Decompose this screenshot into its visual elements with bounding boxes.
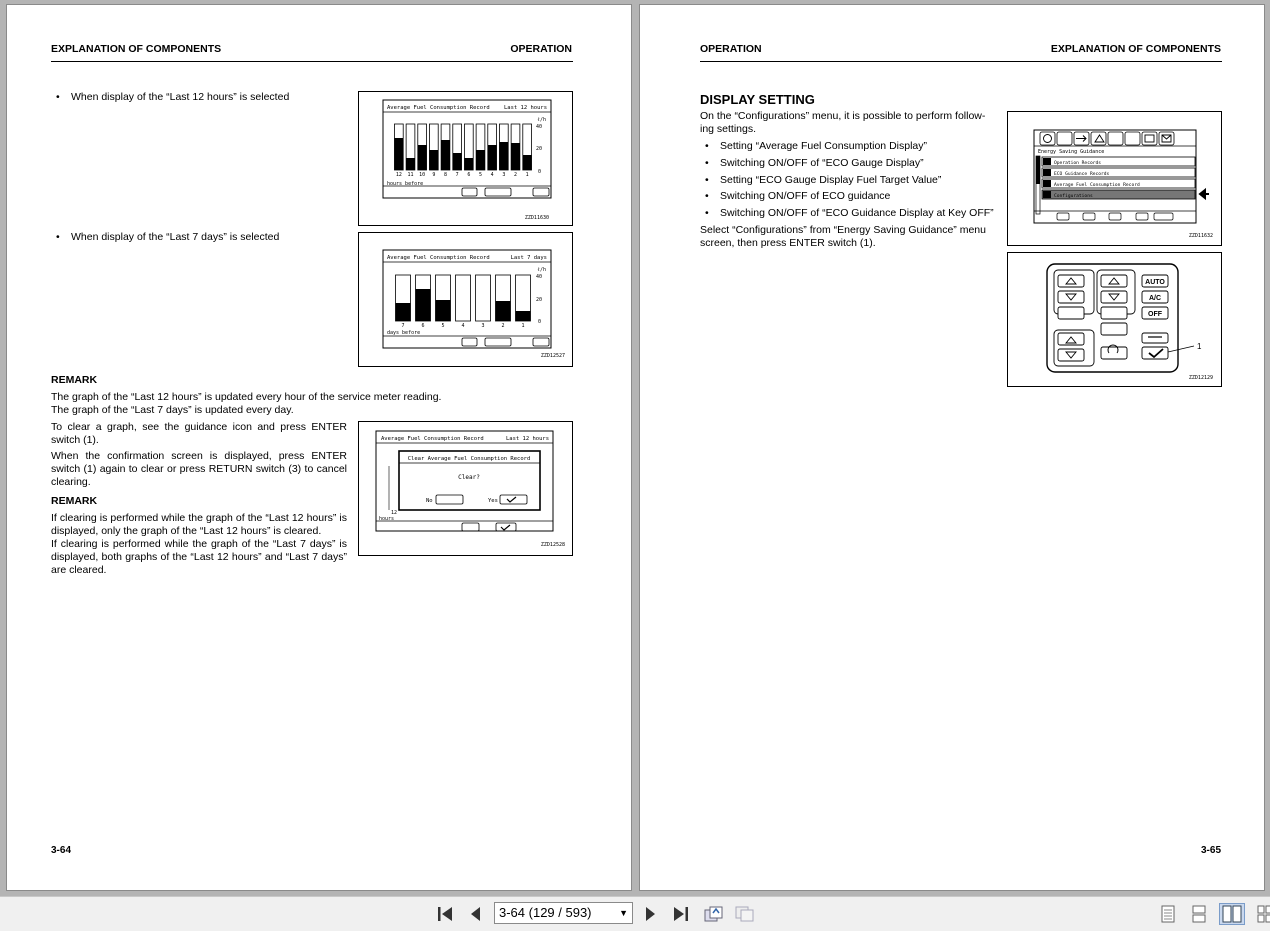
- x-tick-label: 1: [521, 323, 525, 329]
- go-forward-icon: [735, 905, 755, 923]
- bar: [499, 142, 508, 170]
- remark2-para1: If clearing is performed while the graph of the “Last 12 hours” is displayed, only the graph of the “Last 12 hours” is cleared.: [51, 512, 347, 537]
- x-tick-label: 6: [467, 172, 471, 178]
- enter-icon: [496, 523, 516, 531]
- bar: [396, 303, 411, 321]
- bar: [394, 138, 403, 170]
- first-page-button[interactable]: [434, 903, 456, 925]
- x-tick-label: 2: [513, 172, 518, 178]
- page-number: 3-64: [51, 845, 72, 856]
- screen-title: Average Fuel Consumption Record: [381, 436, 484, 442]
- first-page-icon: [436, 906, 454, 922]
- figure-code: ZZD11632: [1188, 233, 1213, 239]
- setting-bullet-5: • Switching ON/OFF of “ECO Guidance Display at Key OFF”: [700, 207, 1016, 220]
- remark2-title: REMARK: [51, 495, 98, 507]
- previous-page-icon: [468, 906, 482, 922]
- document-page-right: [639, 4, 1265, 891]
- clear-paragraph: To clear a graph, see the guidance icon and press ENTER switch (1).: [51, 421, 347, 446]
- header-left: OPERATION: [700, 43, 762, 55]
- y-tick-40: 40: [536, 274, 543, 280]
- y-tick-40: 40: [536, 124, 543, 130]
- bar: [441, 140, 450, 170]
- yes-label: Yes: [488, 498, 498, 504]
- bar: [436, 300, 451, 321]
- facing-pages-icon: [1222, 905, 1242, 923]
- next-page-button[interactable]: [640, 903, 662, 925]
- setting-bullet-2: • Switching ON/OFF of “ECO Gauge Display”: [700, 157, 1016, 170]
- callout-1: 1: [1197, 342, 1202, 351]
- bar: [511, 143, 520, 170]
- chart-7-days: [359, 233, 572, 366]
- x-tick-label: 11: [407, 172, 414, 178]
- single-page-view-button[interactable]: [1157, 903, 1179, 925]
- figure-energy-menu: [1007, 111, 1222, 246]
- svg-text:Operation Records: Operation Records: [1054, 161, 1102, 166]
- exit-icon: [1154, 213, 1173, 220]
- facing-pages-view-button[interactable]: [1219, 903, 1245, 925]
- x-tick-label: 7: [401, 323, 405, 329]
- bullet-last-12-hours: • When display of the “Last 12 hours” is selected: [51, 91, 351, 104]
- x-tick-label: 1: [525, 172, 529, 178]
- x-tick-label: 5: [478, 172, 483, 178]
- x-tick-label: 8: [443, 172, 448, 178]
- x-tick-label: 7: [455, 172, 459, 178]
- menu-item-configurations: [1042, 190, 1195, 199]
- chart-mode: Last 7 days: [510, 255, 547, 261]
- x-tick-label: 9: [432, 172, 436, 178]
- auto-label: AUTO: [1145, 279, 1165, 286]
- enter-icon: [1136, 213, 1148, 220]
- figure-last-12-hours: [358, 91, 573, 226]
- bar: [523, 155, 532, 170]
- y-tick-0: 0: [538, 169, 542, 175]
- figure-code: ZZD11630: [524, 215, 549, 221]
- x-tick-label: 12: [395, 172, 402, 178]
- intro-line2: ing settings.: [700, 123, 757, 135]
- x-tick-label: 5: [441, 323, 445, 329]
- clear-dialog-screen: [359, 422, 572, 555]
- bullet-last-7-days: • When display of the “Last 7 days” is selected: [51, 231, 351, 244]
- partial-x-label: 12: [391, 510, 398, 516]
- ac-label: A/C: [1148, 295, 1162, 302]
- off-label: OFF: [1148, 311, 1162, 318]
- bar-frame: [456, 275, 471, 321]
- bar: [416, 289, 431, 321]
- go-forward-view-button[interactable]: [734, 903, 756, 925]
- header-right: EXPLANATION OF COMPONENTS: [1050, 43, 1221, 55]
- setting-bullet-1: • Setting “Average Fuel Consumption Display”: [700, 140, 1016, 153]
- section-title: DISPLAY SETTING: [700, 92, 815, 107]
- x-caption: hours before: [387, 181, 424, 187]
- toggle-icon: [533, 188, 549, 196]
- bar: [464, 158, 473, 170]
- menu-item-average-fuel-consumption-record: [1042, 179, 1195, 188]
- confirm-paragraph: When the confirmation screen is displayed, press ENTER switch (1) again to clear or press RETURN switch (3) to cancel clearing.: [51, 450, 347, 488]
- svg-text:ECO Guidance Records: ECO Guidance Records: [1054, 172, 1110, 177]
- setting-bullet-4: • Switching ON/OFF of ECO guidance: [700, 190, 1016, 203]
- bar: [516, 311, 531, 321]
- x-tick-label: 3: [502, 172, 506, 178]
- bar: [453, 153, 462, 170]
- page-number-select[interactable]: [494, 902, 633, 924]
- x-tick-label: 4: [461, 323, 465, 329]
- facing-continuous-icon: [1257, 905, 1270, 923]
- y-tick-20: 20: [536, 297, 543, 303]
- page-number-value: 3-64 (129 / 593): [499, 905, 592, 920]
- up-icon: [1057, 213, 1069, 220]
- y-tick-20: 20: [536, 146, 543, 152]
- select-line1: Select “Configurations” from “Energy Saving Guidance” menu: [700, 224, 986, 236]
- bar: [488, 145, 497, 170]
- x-tick-label: 10: [419, 172, 426, 178]
- continuous-view-button[interactable]: [1188, 903, 1210, 925]
- return-icon: [462, 523, 479, 531]
- intro-line1: On the “Configurations” menu, it is possible to perform follow-: [700, 110, 986, 122]
- y-tick-0: 0: [538, 319, 542, 325]
- chart-title: Average Fuel Consumption Record: [387, 255, 490, 261]
- menu-tab-icons: [1040, 132, 1174, 145]
- switch-panel-diagram: [1008, 253, 1221, 386]
- dialog-title: Clear Average Fuel Consumption Record: [407, 456, 531, 462]
- remark1-title: REMARK: [51, 374, 98, 386]
- setting-bullet-3: • Setting “ECO Gauge Display Fuel Target Value”: [700, 174, 1016, 187]
- x-tick-label: 4: [490, 172, 494, 178]
- svg-text:Average Fuel Consumption Recor: Average Fuel Consumption Record: [1054, 183, 1140, 188]
- svg-text:Configurations: Configurations: [1054, 194, 1093, 199]
- remark2-para2: If clearing is performed while the graph of the “Last 7 days” is displayed, both graphs of the “Last 12 hours” and “Last 7 days” are cleared.: [51, 538, 347, 576]
- page-number: 3-65: [1200, 845, 1221, 856]
- chart-title: Average Fuel Consumption Record: [387, 105, 490, 111]
- header-rule: [51, 61, 573, 62]
- chart-12-hours: [359, 92, 572, 225]
- clear-enter-icon: [485, 338, 511, 346]
- figure-code: ZZD12129: [1188, 375, 1213, 381]
- chart-mode: Last 12 hours: [503, 105, 547, 111]
- facing-continuous-view-button[interactable]: [1254, 903, 1270, 925]
- document-page-left: [6, 4, 632, 891]
- x-tick-label: 2: [501, 323, 505, 329]
- chart-unit: ℓ/h: [536, 267, 546, 273]
- remark1-line1: The graph of the “Last 12 hours” is updated every hour of the service meter reading.: [51, 391, 442, 403]
- bar: [429, 150, 438, 170]
- menu-item-eco-guidance-records: [1042, 168, 1195, 177]
- go-back-icon: [704, 905, 724, 923]
- continuous-page-icon: [1191, 905, 1207, 923]
- go-back-view-button[interactable]: [703, 903, 725, 925]
- partial-x-caption: hours: [379, 516, 395, 522]
- arrow-pointer-icon: [1200, 190, 1209, 198]
- toggle-icon: [533, 338, 549, 346]
- last-page-button[interactable]: [670, 903, 692, 925]
- return-icon: [462, 188, 477, 196]
- chart-unit: ℓ/h: [536, 117, 546, 123]
- figure-clear-dialog: [358, 421, 573, 556]
- next-page-icon: [644, 906, 658, 922]
- remark1-line2: The graph of the “Last 7 days” is updated every day.: [51, 404, 294, 416]
- screen-mode: Last 12 hours: [505, 436, 549, 442]
- select-line2: screen, then press ENTER switch (1).: [700, 237, 876, 249]
- return-icon: [1109, 213, 1121, 220]
- x-caption: days before: [387, 330, 421, 336]
- single-page-icon: [1160, 905, 1176, 923]
- down-icon: [1083, 213, 1095, 220]
- bar: [496, 301, 511, 321]
- figure-code: ZZD12528: [540, 542, 565, 548]
- energy-saving-menu-screen: [1008, 112, 1221, 245]
- return-icon: [462, 338, 477, 346]
- header-rule: [700, 61, 1222, 62]
- menu-item-operation-records: [1042, 157, 1195, 166]
- no-label: No: [426, 498, 433, 504]
- figure-switch-panel: [1007, 252, 1222, 387]
- header-right: OPERATION: [510, 43, 572, 55]
- bar: [418, 145, 427, 170]
- dialog-question: Clear?: [458, 474, 480, 481]
- bar: [476, 150, 485, 170]
- previous-page-button[interactable]: [464, 903, 486, 925]
- header-left: EXPLANATION OF COMPONENTS: [51, 43, 222, 55]
- menu-title: Energy Saving Guidance: [1038, 149, 1105, 155]
- last-page-icon: [672, 906, 690, 922]
- x-tick-label: 3: [481, 323, 485, 329]
- bar: [406, 158, 415, 170]
- figure-last-7-days: [358, 232, 573, 367]
- chevron-down-icon: ▼: [619, 908, 628, 918]
- x-tick-label: 6: [421, 323, 425, 329]
- bar-frame: [476, 275, 491, 321]
- clear-enter-icon: [485, 188, 511, 196]
- viewer-toolbar: [0, 896, 1270, 931]
- figure-code: ZZD12527: [540, 353, 565, 359]
